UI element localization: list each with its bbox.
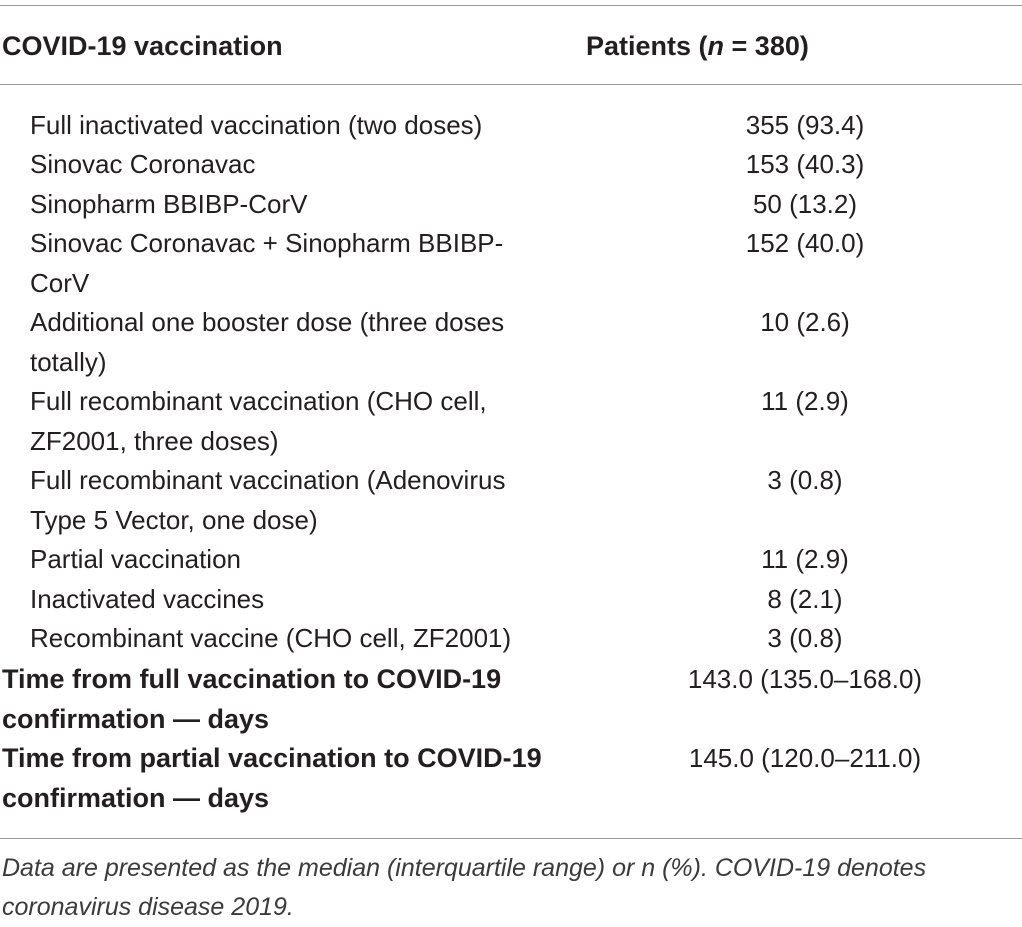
row-label: Full inactivated vaccination (two doses) xyxy=(30,110,483,140)
row-value: 3 (0.8) xyxy=(767,465,843,495)
row-label: Sinovac Coronavac xyxy=(30,149,256,179)
row-label: Full recombinant vaccination (CHO cell, ZF2001, three doses) xyxy=(30,386,487,456)
header-n: n xyxy=(707,31,725,61)
column-header-patients xyxy=(586,28,1022,64)
row-label: Partial vaccination xyxy=(30,544,241,574)
row-value: 153 (40.3) xyxy=(745,149,865,179)
row-value: 8 (2.1) xyxy=(767,584,843,614)
row-label: Sinopharm BBIBP-CorV xyxy=(30,189,308,219)
row-label: Sinovac Coronavac + Sinopharm BBIBP-CorV xyxy=(30,228,504,298)
row-value: 143.0 (135.0–168.0) xyxy=(687,664,923,694)
row-label: Time from full vaccination to COVID-19 confirmation — days xyxy=(2,664,502,734)
row-value: 50 (13.2) xyxy=(752,189,858,219)
table-top-rule xyxy=(0,5,1022,6)
row-label: Inactivated vaccines xyxy=(30,584,265,614)
row-label: Additional one booster dose (three doses totally) xyxy=(30,307,505,377)
row-value: 11 (2.9) xyxy=(761,386,849,416)
header-suffix: = 380) xyxy=(724,31,809,61)
row-value: 10 (2.6) xyxy=(760,307,850,337)
table-footnote: Data are presented as the median (interquartile range) or n (%). COVID-19 denotes coronavirus disease 2019. xyxy=(2,854,927,921)
row-label: Recombinant vaccine (CHO cell, ZF2001) xyxy=(30,623,512,653)
table-bottom-rule xyxy=(0,838,1022,839)
row-value: 3 (0.8) xyxy=(767,623,843,653)
row-value: 145.0 (120.0–211.0) xyxy=(688,743,922,773)
row-label: Full recombinant vaccination (Adenovirus Type 5 Vector, one dose) xyxy=(30,465,506,535)
row-value: 152 (40.0) xyxy=(745,228,865,258)
row-value: 11 (2.9) xyxy=(761,544,849,574)
row-label: Time from partial vaccination to COVID-19 confirmation — days xyxy=(2,743,542,813)
header-prefix: Patients ( xyxy=(586,31,708,61)
row-value: 355 (93.4) xyxy=(745,110,865,140)
header-rule xyxy=(0,84,1022,85)
column-header-vaccination: COVID-19 vaccination xyxy=(2,31,283,61)
